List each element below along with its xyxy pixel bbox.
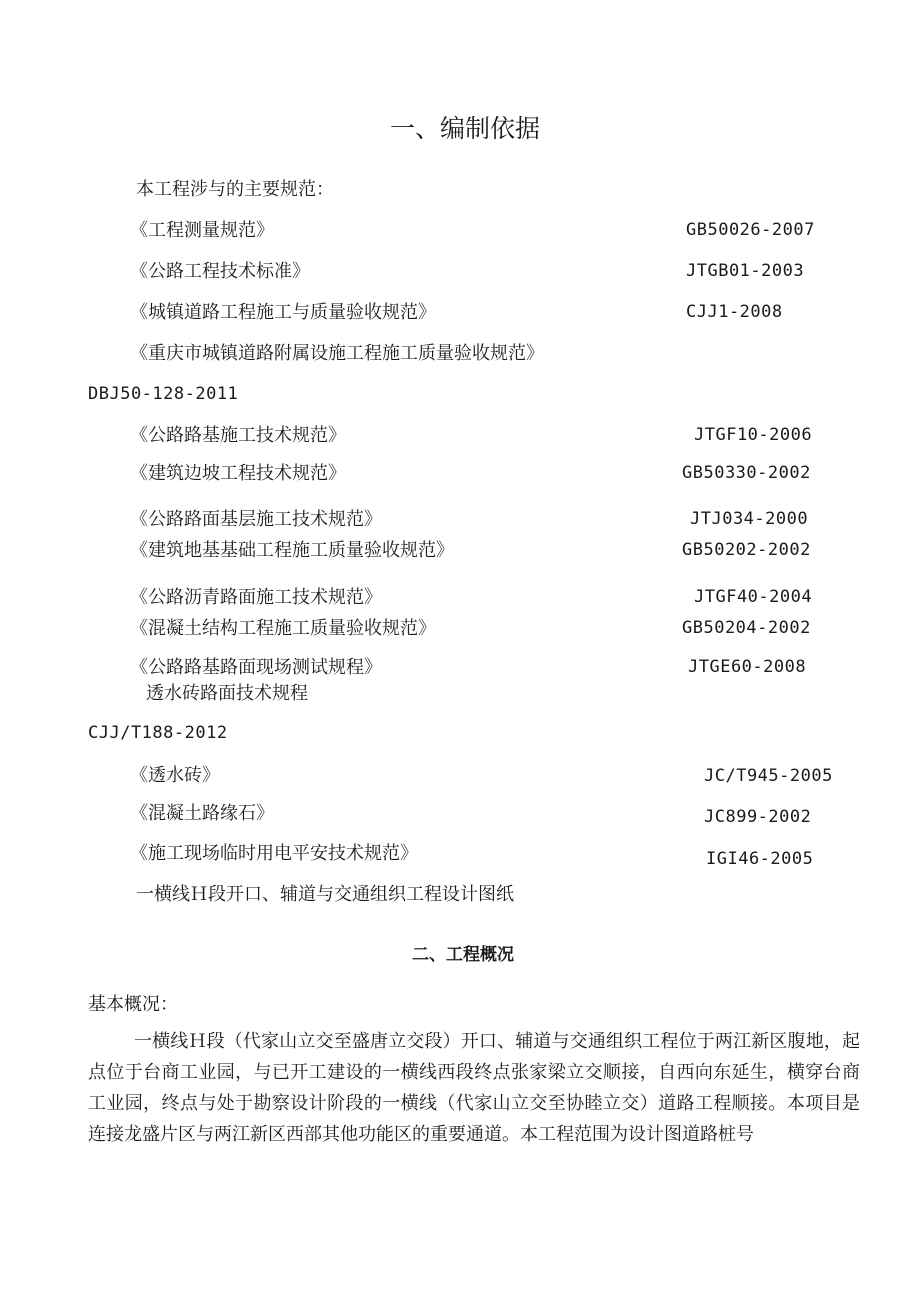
standard-code: JTJ034-2000 (690, 509, 809, 529)
standard-name: 《公路工程技术标准》 (130, 261, 310, 282)
standard-code: JTGF10-2006 (694, 425, 813, 445)
standard-code: GB50202-2002 (682, 540, 811, 560)
standard-name: 《城镇道路工程施工与质量验收规范》 (130, 302, 436, 323)
standard-name: 《建筑地基基础工程施工质量验收规范》 (130, 540, 454, 561)
standard-name: 《施工现场临时用电平安技术规范》 (130, 843, 418, 864)
standard-name: 《重庆市城镇道路附属设施工程施工质量验收规范》 (130, 343, 544, 364)
standard-name: 《公路路面基层施工技术规范》 (130, 509, 382, 530)
standard-name: 透水砖路面技术规程 (146, 683, 308, 704)
standard-name: 《工程测量规范》 (130, 220, 274, 241)
standard-code: GB50330-2002 (682, 463, 811, 483)
standard-name: 《混凝土结构工程施工质量验收规范》 (130, 618, 436, 639)
overview-subtitle: 基本概况： (88, 994, 178, 1015)
standard-name: 《透水砖》 (130, 765, 220, 786)
standard-name: 《公路沥青路面施工技术规范》 (130, 587, 382, 608)
standard-code: JTGB01-2003 (686, 261, 805, 281)
standard-name: 《建筑边坡工程技术规范》 (130, 463, 346, 484)
standard-name: 《公路路基路面现场测试规程》 (130, 657, 382, 678)
overview-paragraph: 一横线Ｈ段（代家山立交至盛唐立交段）开口、辅道与交通组织工程位于两江新区腹地，起点位于台商工业园，与已开工建设的一横线西段终点张家梁立交顺接，自西向东延生，横穿台商工业园，终点与处于勘察设计阶段的一横线（代家山立交至协睦立交）道路工程顺接。本项目是连接龙盛片区与两江新区西部其他功能区的重要通道。本工程范围为设计图道路桩号 (88, 1031, 860, 1145)
standard-code: DBJ50-128-2011 (88, 384, 239, 404)
standard-code: JC/T945-2005 (704, 766, 833, 786)
section2-title: 二、工程概况 (412, 945, 514, 965)
standard-code: GB50026-2007 (686, 220, 815, 240)
standard-code: JC899-2002 (704, 807, 812, 827)
standard-code: JTGF40-2004 (694, 587, 813, 607)
standard-name: 《公路路基施工技术规范》 (130, 425, 346, 446)
standard-code: CJJ1-2008 (686, 302, 783, 322)
design-drawings-line: 一横线Ｈ段开口、辅道与交通组织工程设计图纸 (136, 884, 514, 905)
standard-code: IGI46-2005 (706, 849, 814, 869)
standard-name: 《混凝土路缘石》 (130, 803, 274, 824)
standards-intro: 本工程涉与的主要规范： (136, 179, 334, 200)
standard-code: GB50204-2002 (682, 618, 811, 638)
standard-code: CJJ/T188-2012 (88, 723, 228, 743)
standard-code: JTGE60-2008 (688, 657, 807, 677)
section1-title: 一、编制依据 (390, 114, 541, 143)
